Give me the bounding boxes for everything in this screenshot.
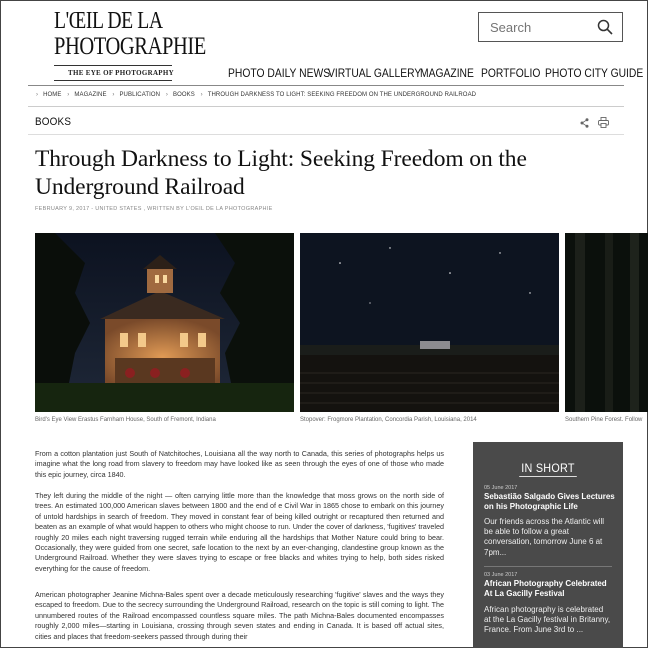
search-icon[interactable] xyxy=(597,19,613,35)
divider xyxy=(28,134,624,135)
nav-portfolio[interactable]: PORTFOLIO xyxy=(481,66,541,80)
article-byline: FEBRUARY 9, 2017 - UNITED STATES , WRITTEN BY L'OEIL DE LA PHOTOGRAPHIE xyxy=(35,206,273,212)
logo-tagline: THE EYE OF PHOTOGRAPHY xyxy=(68,69,174,77)
news-excerpt: African photography is celebrated at the La Gacilly festival in Britanny, France. From June 3rd to ... xyxy=(484,605,611,635)
photo-frogmore-plantation[interactable] xyxy=(300,233,559,412)
article-paragraph: They left during the middle of the night — often carrying little more than the knowledge that moss grows on the north side of trees. An estimated 100,000 American slaves between 1800 and the end of e Civil War in 1865 chose to embark on this journey of untold hardships in search of freedom. They moved in constant fear of being killed outright or recaptured then returned and beaten as an example of what would happen to others who might choose to run. Under the cover of darkness, 'fugitives' traveled roughly 20 miles each night traversing rugged terrain while enduring all the hardships that Mother Nature could bring to bear. Occasionally, they were guided from one secret, safe location to the next by an ever-changing, clandestine group known as the Underground Railroad. Whether they were slaves trying to escape or free blacks and whites trying to help, both sides risked everything for the cause of freedom. xyxy=(35,491,444,573)
news-excerpt: Our friends across the Atlantic will be able to follow a great conversation, tomorrow June 6 at 7pm... xyxy=(484,517,605,557)
search-input[interactable] xyxy=(488,19,592,36)
breadcrumb-current: THROUGH DARKNESS TO LIGHT: SEEKING FREEDOM ON THE UNDERGROUND RAILROAD xyxy=(207,92,477,98)
divider xyxy=(28,106,624,107)
logo-line-1: L'ŒIL DE LA xyxy=(54,8,163,34)
sidebar-heading: IN SHORT xyxy=(521,461,575,475)
article-title: Through Darkness to Light: Seeking Freedom on the Underground Railroad xyxy=(35,146,527,200)
breadcrumb-home[interactable]: HOME xyxy=(43,92,62,98)
news-title[interactable]: African Photography Celebrated At La Gacilly Festival xyxy=(484,579,607,599)
photo-caption: Stopover: Frogmore Plantation, Concordia Parish, Louisiana, 2014 xyxy=(300,417,477,423)
share-icon[interactable] xyxy=(580,118,589,128)
main-nav xyxy=(0,66,648,84)
breadcrumb: › HOME › MAGAZINE › PUBLICATION › BOOKS › THROUGH DARKNESS TO LIGHT: SEEKING FREEDOM ON THE UNDERGROUND RAILROAD xyxy=(36,92,477,98)
nav-photo-city-guide[interactable]: PHOTO CITY GUIDE xyxy=(545,66,644,80)
article-paragraph: American photographer Jeanine Michna-Bales spent over a decade meticulously researching 'fugitive' slaves and the ways they escaped to freedom. Due to the secrecy surrounding the Underground Railroad, research on the topic is still coming to light. The unnumbered routes of the Railroad encompassed countless square miles. The path Michna-Bales documented encompasses roughly 2,000 miles—starting in Louisiana, crossing through seven states and ending in Canada. It is based off actual sites, cities and places that freedom-seekers passed through during their xyxy=(35,590,444,641)
photo-southern-pine-forest[interactable] xyxy=(565,233,648,412)
article-paragraph: From a cotton plantation just South of Natchitoches, Louisiana all the way north to Canada, this series of photographs helps us imagine what the long road from slavery to freedom may have looked like as seen through the eyes of one of those who made this epic journey, circa 1840. xyxy=(35,449,444,479)
breadcrumb-publication[interactable]: PUBLICATION xyxy=(119,92,161,98)
photo-caption: Southern Pine Forest. Follow xyxy=(565,417,643,423)
nav-photo-daily-news[interactable]: PHOTO DAILY NEWS xyxy=(228,66,331,80)
print-icon[interactable] xyxy=(598,117,609,128)
breadcrumb-magazine[interactable]: MAGAZINE xyxy=(74,92,107,98)
nav-virtual-gallery[interactable]: VIRTUAL GALLERY xyxy=(328,66,422,80)
photo-farnham-house[interactable] xyxy=(35,233,294,412)
section-label[interactable]: BOOKS xyxy=(35,116,72,128)
breadcrumb-books[interactable]: BOOKS xyxy=(173,92,195,98)
in-short-sidebar xyxy=(473,442,623,648)
logo-line-2: PHOTOGRAPHIE xyxy=(54,33,206,60)
divider xyxy=(28,85,624,86)
news-date: 03 June 2017 xyxy=(484,572,518,578)
search-box[interactable] xyxy=(478,12,623,42)
divider xyxy=(484,566,612,567)
news-title[interactable]: Sebastião Salgado Gives Lectures on his Photographic Life xyxy=(484,492,615,512)
photo-caption: Bird's Eye View Erastus Farnham House, South of Fremont, Indiana xyxy=(35,417,216,423)
nav-magazine[interactable]: MAGAZINE xyxy=(420,66,474,80)
news-date: 05 June 2017 xyxy=(484,485,518,491)
